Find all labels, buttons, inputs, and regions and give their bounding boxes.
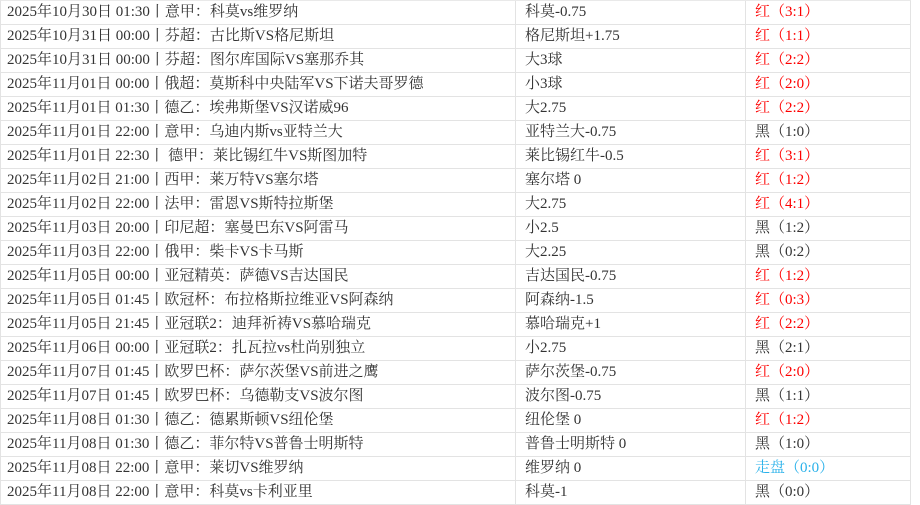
match-info: 2025年11月08日 01:30丨德乙：德累斯顿VS纽伦堡 [1,409,516,432]
table-row [1,145,910,169]
handicap-pick: 大2.75 [516,97,746,120]
match-info: 2025年11月08日 22:00丨意甲：莱切VS维罗纳 [1,457,516,480]
match-info: 2025年11月01日 22:30丨 德甲：莱比锡红牛VS斯图加特 [1,145,516,168]
result-badge: 黑（0:2） [755,244,820,260]
handicap-pick: 大3球 [516,49,746,72]
match-info: 2025年11月01日 00:00丨俄超：莫斯科中央陆军VS下诺夫哥罗德 [1,73,516,96]
match-info: 2025年11月05日 00:00丨亚冠精英：萨德VS吉达国民 [1,265,516,288]
result-badge: 红（2:0） [755,364,820,380]
match-info: 2025年11月02日 22:00丨法甲：雷恩VS斯特拉斯堡 [1,193,516,216]
table-row [1,409,910,433]
result-badge: 红（3:1） [755,4,820,20]
match-info: 2025年11月03日 22:00丨俄甲：柴卡VS卡马斯 [1,241,516,264]
table-row [1,457,910,481]
table-row [1,193,910,217]
match-info: 2025年11月06日 00:00丨亚冠联2：扎瓦拉vs杜尚别独立 [1,337,516,360]
result-badge: 黑（1:0） [755,436,820,452]
table-row [1,25,910,49]
handicap-pick: 普鲁士明斯特 0 [516,433,746,456]
match-info: 2025年10月31日 00:00丨芬超：古比斯VS格尼斯坦 [1,25,516,48]
match-info: 2025年11月02日 21:00丨西甲：莱万特VS塞尔塔 [1,169,516,192]
result-badge: 红（0:3） [755,292,820,308]
table-row [1,289,910,313]
result-badge: 黑（1:2） [755,220,820,236]
result-badge: 红（1:2） [755,268,820,284]
table-row [1,385,910,409]
handicap-pick: 小2.5 [516,217,746,240]
handicap-pick: 大2.25 [516,241,746,264]
handicap-pick: 吉达国民-0.75 [516,265,746,288]
table-row [1,481,910,505]
match-info: 2025年11月05日 01:45丨欧冠杯：布拉格斯拉维亚VS阿森纳 [1,289,516,312]
match-info: 2025年10月31日 00:00丨芬超：图尔库国际VS塞那乔其 [1,49,516,72]
handicap-pick: 科莫-0.75 [516,1,746,24]
table-row [1,313,910,337]
handicap-pick: 纽伦堡 0 [516,409,746,432]
result-badge: 红（2:2） [755,100,820,116]
table-row [1,1,910,25]
handicap-pick: 波尔图-0.75 [516,385,746,408]
result-badge: 黑（1:0） [755,124,820,140]
table-row [1,265,910,289]
table-row [1,337,910,361]
result-badge: 红（1:2） [755,172,820,188]
match-info: 2025年11月05日 21:45丨亚冠联2：迪拜祈祷VS慕哈瑞克 [1,313,516,336]
result-badge: 红（1:2） [755,412,820,428]
handicap-pick: 慕哈瑞克+1 [516,313,746,336]
match-info: 2025年11月03日 20:00丨印尼超：塞曼巴东VS阿雷马 [1,217,516,240]
table-row [1,217,910,241]
match-info: 2025年11月08日 22:00丨意甲：科莫vs卡利亚里 [1,481,516,504]
table-row [1,241,910,265]
handicap-pick: 科莫-1 [516,481,746,504]
result-badge: 黑（0:0） [755,484,820,500]
handicap-pick: 亚特兰大-0.75 [516,121,746,144]
match-info: 2025年11月07日 01:45丨欧罗巴杯：萨尔茨堡VS前进之鹰 [1,361,516,384]
result-badge: 红（2:2） [755,52,820,68]
handicap-pick: 维罗纳 0 [516,457,746,480]
result-badge: 红（4:1） [755,196,820,212]
match-info: 2025年11月01日 01:30丨德乙：埃弗斯堡VS汉诺威96 [1,97,516,120]
handicap-pick: 格尼斯坦+1.75 [516,25,746,48]
match-info: 2025年11月08日 01:30丨德乙：菲尔特VS普鲁士明斯特 [1,433,516,456]
result-badge: 走盘（0:0） [755,460,835,476]
table-row [1,361,910,385]
handicap-pick: 小3球 [516,73,746,96]
handicap-pick: 小2.75 [516,337,746,360]
handicap-pick: 萨尔茨堡-0.75 [516,361,746,384]
table-row [1,73,910,97]
table-row [1,169,910,193]
table-row [1,121,910,145]
result-badge: 黑（2:1） [755,340,820,356]
match-info: 2025年11月01日 22:00丨意甲：乌迪内斯vs亚特兰大 [1,121,516,144]
table-row [1,433,910,457]
result-badge: 红（1:1） [755,28,820,44]
result-badge: 红（3:1） [755,148,820,164]
match-info: 2025年10月30日 01:30丨意甲：科莫vs维罗纳 [1,1,516,24]
result-badge: 黑（1:1） [755,388,820,404]
match-info: 2025年11月07日 01:45丨欧罗巴杯：乌德勒支VS波尔图 [1,385,516,408]
handicap-pick: 塞尔塔 0 [516,169,746,192]
handicap-pick: 莱比锡红牛-0.5 [516,145,746,168]
table-row [1,49,910,73]
handicap-pick: 大2.75 [516,193,746,216]
handicap-pick: 阿森纳-1.5 [516,289,746,312]
table-row [1,97,910,121]
result-badge: 红（2:0） [755,76,820,92]
result-badge: 红（2:2） [755,316,820,332]
